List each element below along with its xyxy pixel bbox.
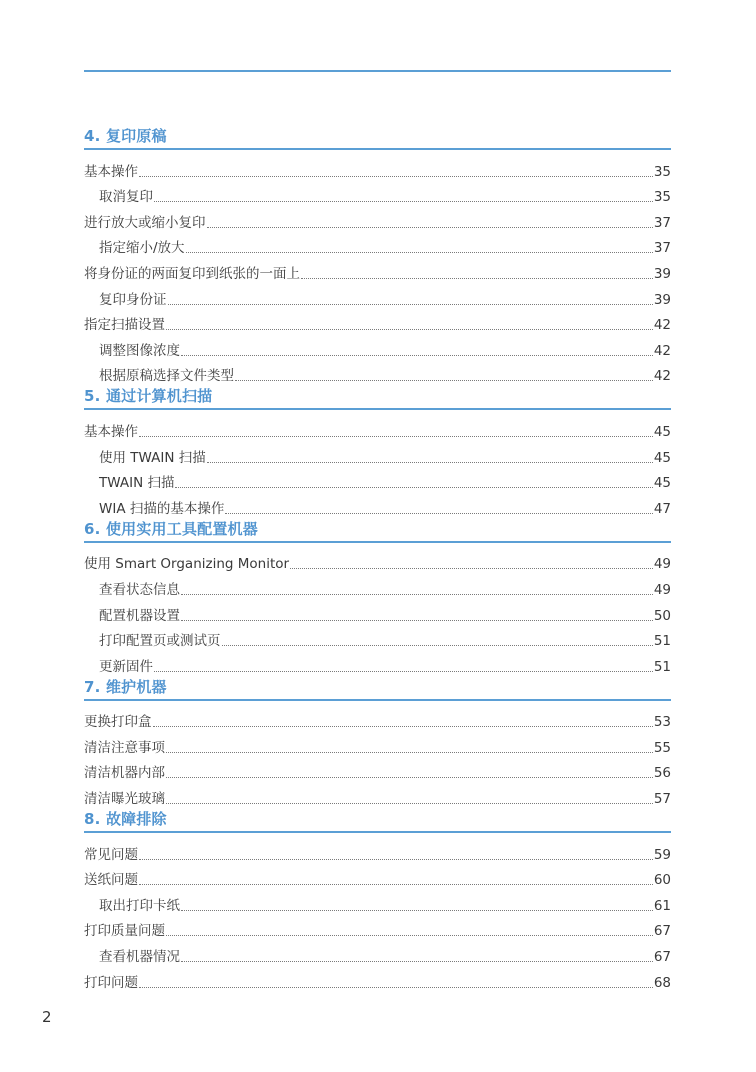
toc-entry-page: 57 xyxy=(653,791,671,808)
toc-entry-page: 39 xyxy=(653,265,671,282)
toc-entry[interactable] xyxy=(84,939,671,965)
toc-entry-label: TWAIN 扫描 xyxy=(99,475,175,492)
dot-leader xyxy=(222,645,653,646)
toc-entry[interactable] xyxy=(84,333,671,359)
section-title: 4. 复印原稿 xyxy=(84,127,167,145)
page-number: 2 xyxy=(42,1008,52,1026)
toc-entry-label: 常见问题 xyxy=(84,846,138,863)
toc-entry-label: 指定扫描设置 xyxy=(84,317,165,334)
section-title: 6. 使用实用工具配置机器 xyxy=(84,519,258,538)
section-heading[interactable] xyxy=(84,384,671,410)
dot-leader xyxy=(175,487,652,488)
toc-entry[interactable] xyxy=(84,863,671,889)
table-of-contents xyxy=(84,124,671,991)
toc-entry-page: 49 xyxy=(653,556,671,573)
toc-entry[interactable] xyxy=(84,781,671,807)
toc-entry[interactable] xyxy=(84,705,671,731)
toc-entry-label: 取消复印 xyxy=(99,189,153,206)
toc-entry[interactable] xyxy=(84,256,671,282)
dot-leader xyxy=(139,859,653,860)
toc-entry-label: 送纸问题 xyxy=(84,872,138,889)
toc-entry-page: 53 xyxy=(653,714,671,731)
toc-entry-label: 根据原稿选择文件类型 xyxy=(99,368,234,385)
section-title: 5. 通过计算机扫描 xyxy=(84,387,213,406)
dot-leader xyxy=(225,513,652,514)
toc-entry-page: 45 xyxy=(653,449,671,466)
toc-entry-page: 55 xyxy=(653,739,671,756)
section-heading[interactable] xyxy=(84,807,671,833)
toc-entry[interactable] xyxy=(84,547,671,573)
dot-leader xyxy=(290,568,653,569)
toc-entry-label: 复印身份证 xyxy=(99,291,167,308)
toc-entry-label: 更新固件 xyxy=(99,658,153,675)
toc-entry[interactable] xyxy=(84,414,671,440)
dot-leader xyxy=(166,803,653,804)
dot-leader xyxy=(139,436,653,437)
dot-leader xyxy=(168,304,653,305)
dot-leader xyxy=(139,884,653,885)
toc-entry-page: 60 xyxy=(653,872,671,889)
dot-leader xyxy=(166,752,653,753)
toc-entry[interactable] xyxy=(84,572,671,598)
toc-entry-page: 39 xyxy=(653,291,671,308)
toc-entry-page: 50 xyxy=(653,607,671,624)
dot-leader xyxy=(139,176,653,177)
toc-section xyxy=(84,675,671,807)
toc-entry-page: 59 xyxy=(653,846,671,863)
toc-entry-label: 清洁曝光玻璃 xyxy=(84,791,165,808)
section-heading[interactable] xyxy=(84,517,671,543)
toc-entry-page: 68 xyxy=(653,974,671,991)
dot-leader xyxy=(181,620,653,621)
toc-entry-label: 清洁机器内部 xyxy=(84,765,165,782)
toc-entry[interactable] xyxy=(84,308,671,334)
toc-entry[interactable] xyxy=(84,466,671,492)
toc-entry-label: 指定缩小/放大 xyxy=(99,240,185,257)
toc-entry[interactable] xyxy=(84,914,671,940)
dot-leader xyxy=(166,935,653,936)
toc-entry-label: 查看机器情况 xyxy=(99,949,180,966)
toc-entry[interactable] xyxy=(84,205,671,231)
toc-entry-page: 45 xyxy=(653,423,671,440)
toc-entry-page: 42 xyxy=(653,368,671,385)
dot-leader xyxy=(154,201,653,202)
toc-entry[interactable] xyxy=(84,282,671,308)
dot-leader xyxy=(166,329,653,330)
toc-entry-page: 67 xyxy=(653,923,671,940)
dot-leader xyxy=(207,227,653,228)
toc-entry-page: 47 xyxy=(653,500,671,517)
toc-entry[interactable] xyxy=(84,888,671,914)
toc-entry-label: 更换打印盒 xyxy=(84,714,152,731)
toc-entry-page: 51 xyxy=(653,633,671,650)
toc-entry-page: 61 xyxy=(653,897,671,914)
dot-leader xyxy=(153,726,653,727)
toc-entry-label: WIA 扫描的基本操作 xyxy=(99,500,225,517)
toc-entry[interactable] xyxy=(84,491,671,517)
toc-entry-page: 37 xyxy=(653,214,671,231)
dot-leader xyxy=(166,777,653,778)
section-title: 8. 故障排除 xyxy=(84,810,167,829)
toc-entry-label: 清洁注意事项 xyxy=(84,739,165,756)
toc-entry-page: 35 xyxy=(653,163,671,180)
toc-section xyxy=(84,807,671,991)
toc-entry[interactable] xyxy=(84,965,671,991)
section-title: 7. 维护机器 xyxy=(84,677,167,696)
dot-leader xyxy=(186,252,653,253)
toc-entry-page: 51 xyxy=(653,658,671,675)
toc-entry-label: 打印问题 xyxy=(84,974,138,991)
section-heading[interactable] xyxy=(84,124,671,150)
toc-section xyxy=(84,517,671,675)
toc-entry-label: 使用 Smart Organizing Monitor xyxy=(84,556,290,573)
toc-entry-page: 37 xyxy=(653,240,671,257)
dot-leader xyxy=(139,987,653,988)
toc-entry-label: 查看状态信息 xyxy=(99,581,180,598)
dot-leader xyxy=(181,355,653,356)
dot-leader xyxy=(154,671,653,672)
toc-entry[interactable] xyxy=(84,359,671,385)
toc-entry[interactable] xyxy=(84,837,671,863)
toc-section xyxy=(84,384,671,516)
toc-entry-page: 42 xyxy=(653,317,671,334)
toc-entry[interactable] xyxy=(84,598,671,624)
toc-entry-label: 使用 TWAIN 扫描 xyxy=(99,449,206,466)
toc-entry-label: 调整图像浓度 xyxy=(99,342,180,359)
dot-leader xyxy=(181,910,653,911)
toc-entry-label: 打印质量问题 xyxy=(84,923,165,940)
toc-entry[interactable] xyxy=(84,649,671,675)
toc-entry[interactable] xyxy=(84,154,671,180)
section-heading[interactable] xyxy=(84,675,671,701)
dot-leader xyxy=(235,380,653,381)
dot-leader xyxy=(181,961,653,962)
toc-entry-page: 67 xyxy=(653,949,671,966)
toc-entry[interactable] xyxy=(84,756,671,782)
toc-entry[interactable] xyxy=(84,231,671,257)
toc-entry-page: 45 xyxy=(653,475,671,492)
toc-entry[interactable] xyxy=(84,730,671,756)
toc-entry-label: 基本操作 xyxy=(84,163,138,180)
toc-entry-page: 49 xyxy=(653,581,671,598)
toc-entry-label: 打印配置页或测试页 xyxy=(99,633,221,650)
dot-leader xyxy=(181,594,653,595)
toc-entry-label: 配置机器设置 xyxy=(99,607,180,624)
toc-entry-page: 35 xyxy=(653,189,671,206)
toc-section xyxy=(84,124,671,384)
header-rule xyxy=(84,70,671,72)
toc-entry[interactable] xyxy=(84,180,671,206)
toc-entry-page: 42 xyxy=(653,342,671,359)
toc-entry-page: 56 xyxy=(653,765,671,782)
toc-entry[interactable] xyxy=(84,440,671,466)
dot-leader xyxy=(301,278,653,279)
dot-leader xyxy=(207,462,653,463)
toc-entry-label: 取出打印卡纸 xyxy=(99,897,180,914)
toc-entry-label: 进行放大或缩小复印 xyxy=(84,214,206,231)
toc-entry-label: 基本操作 xyxy=(84,423,138,440)
toc-entry-label: 将身份证的两面复印到纸张的一面上 xyxy=(84,265,300,282)
toc-entry[interactable] xyxy=(84,624,671,650)
